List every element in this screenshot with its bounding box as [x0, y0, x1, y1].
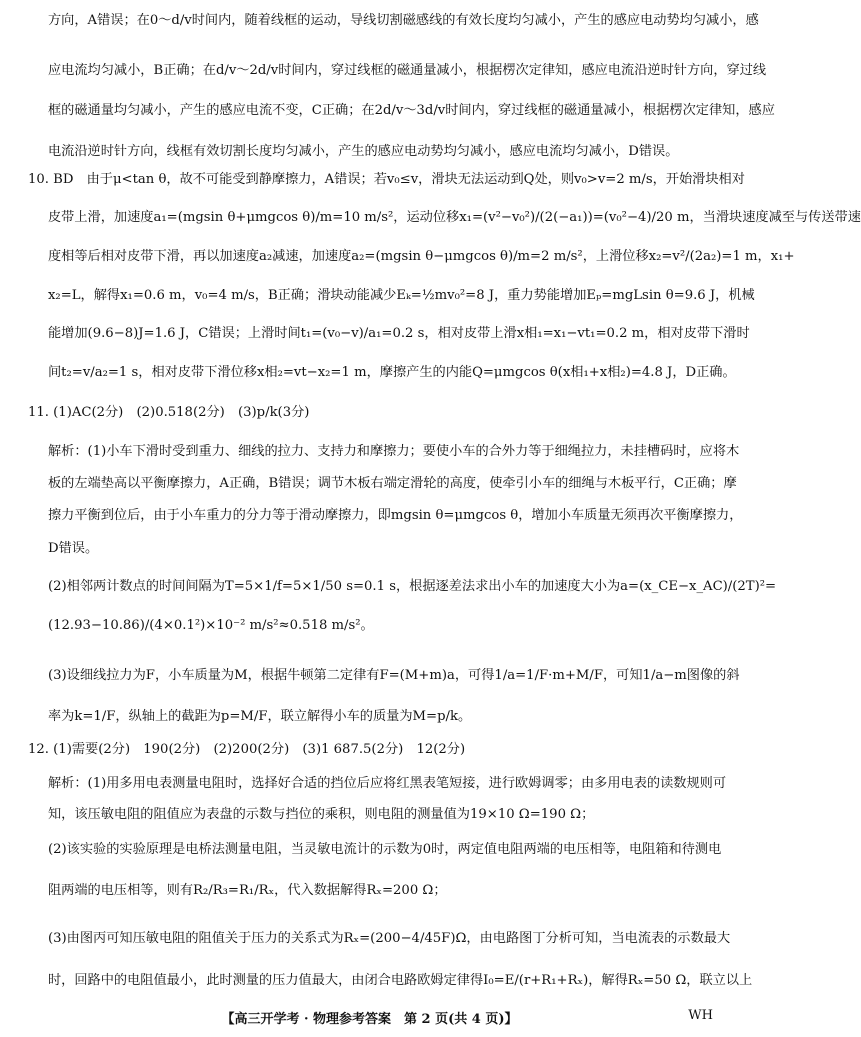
text-line: 解析：(1)小车下滑时受到重力、细线的拉力、支持力和摩擦力；要使小车的合外力等于细绳拉力，未挂槽码时，应将木	[48, 444, 740, 459]
footer-code: WH	[688, 1008, 713, 1023]
question-10-line: 10. BD 由于μ<tan θ，故不可能受到静摩擦力，A错误；若v₀≤v，滑块无法运动到Q处，则v₀>v=2 m/s，开始滑块相对	[28, 172, 745, 187]
text-line: (2)该实验的实验原理是电桥法测量电阻，当灵敏电流计的示数为0时，两定值电阻两端的电压相等，电阻箱和待测电	[48, 842, 722, 857]
question-12-line: 12. (1)需要(2分) 190(2分) (2)200(2分) (3)1 687.5(2分) 12(2分)	[28, 742, 466, 757]
text-line: D错误。	[48, 541, 99, 556]
text-line: 能增加(9.6−8)J=1.6 J，C错误；上滑时间t₁=(v₀−v)/a₁=0.2 s，相对皮带上滑x相₁=x₁−vt₁=0.2 m，相对皮带下滑时	[48, 326, 750, 341]
text-line: 知，该压敏电阻的阻值应为表盘的示数与挡位的乘积，则电阻的测量值为19×10 Ω=190 Ω；	[48, 807, 595, 822]
text-line: 电流沿逆时针方向，线框有效切割长度均匀减小，产生的感应电动势均匀减小，感应电流均匀减小，D错误。	[48, 144, 679, 159]
text-line: 擦力平衡到位后，由于小车重力的分力等于滑动摩擦力，即mgsin θ=μmgcos θ，增加小车质量无须再次平衡摩擦力，	[48, 508, 743, 523]
text-line: 阻两端的电压相等，则有R₂/R₃=R₁/Rₓ，代入数据解得Rₓ=200 Ω；	[48, 883, 447, 898]
text-line: 皮带上滑，加速度a₁=(mgsin θ+μmgcos θ)/m=10 m/s²，运动位移x₁=(v²−v₀²)/(2(−a₁))=(v₀²−4)/20 m，当滑块速度减至与传送带速	[48, 210, 861, 225]
text-line: (3)设细线拉力为F，小车质量为M，根据牛顿第二定律有F=(M+m)a，可得1/a=1/F·m+M/F，可知1/a−m图像的斜	[48, 668, 740, 683]
question-11-line: 11. (1)AC(2分) (2)0.518(2分) (3)p/k(3分)	[28, 405, 310, 420]
text-line: 方向，A错误；在0～d/v时间内，随着线框的运动，导线切割磁感线的有效长度均匀减小，产生的感应电动势均匀减小，感	[48, 13, 759, 28]
text-line: 度相等后相对皮带下滑，再以加速度a₂减速，加速度a₂=(mgsin θ−μmgcos θ)/m=2 m/s²，上滑位移x₂=v²/(2a₂)=1 m，x₁+	[48, 249, 795, 264]
text-line: 框的磁通量均匀减小，产生的感应电流不变，C正确；在2d/v～3d/v时间内，穿过线框的磁通量减小，根据楞次定律知，感应	[48, 103, 775, 118]
text-line: (2)相邻两计数点的时间间隔为T=5×1/f=5×1/50 s=0.1 s，根据逐差法求出小车的加速度大小为a=(x_CE−x_AC)/(2T)²=	[48, 579, 777, 594]
text-line: (12.93−10.86)/(4×0.1²)×10⁻² m/s²≈0.518 m/s²。	[48, 618, 374, 633]
text-line: x₂=L，解得x₁=0.6 m，v₀=4 m/s，B正确；滑块动能减少Eₖ=½mv₀²=8 J，重力势能增加Eₚ=mgLsin θ=9.6 J，机械	[48, 288, 755, 303]
text-line: (3)由图丙可知压敏电阻的阻值关于压力的关系式为Rₓ=(200−4/45F)Ω，由电路图丁分析可知，当电流表的示数最大	[48, 931, 731, 946]
footer-title: 【高三开学考 · 物理参考答案 第 2 页(共 4 页)】	[221, 1012, 518, 1027]
text-line: 时，回路中的电阻值最小，此时测量的压力值最大，由闭合电路欧姆定律得I₀=E/(r+R₁+Rₓ)，解得Rₓ=50 Ω，联立以上	[48, 973, 753, 988]
text-line: 解析：(1)用多用电表测量电阻时，选择好合适的挡位后应将红黑表笔短接，进行欧姆调零；由多用电表的读数规则可	[48, 776, 727, 791]
text-line: 间t₂=v/a₂=1 s，相对皮带下滑位移x相₂=vt−x₂=1 m，摩擦产生的内能Q=μmgcos θ(x相₁+x相₂)=4.8 J，D正确。	[48, 365, 736, 380]
text-line: 板的左端垫高以平衡摩擦力，A正确，B错误；调节木板右端定滑轮的高度，使牵引小车的细绳与木板平行，C正确；摩	[48, 476, 737, 491]
text-line: 率为k=1/F，纵轴上的截距为p=M/F，联立解得小车的质量为M=p/k。	[48, 709, 472, 724]
text-line: 应电流均匀减小，B正确；在d/v～2d/v时间内，穿过线框的磁通量减小，根据楞次定律知，感应电流沿逆时针方向，穿过线	[48, 63, 767, 78]
